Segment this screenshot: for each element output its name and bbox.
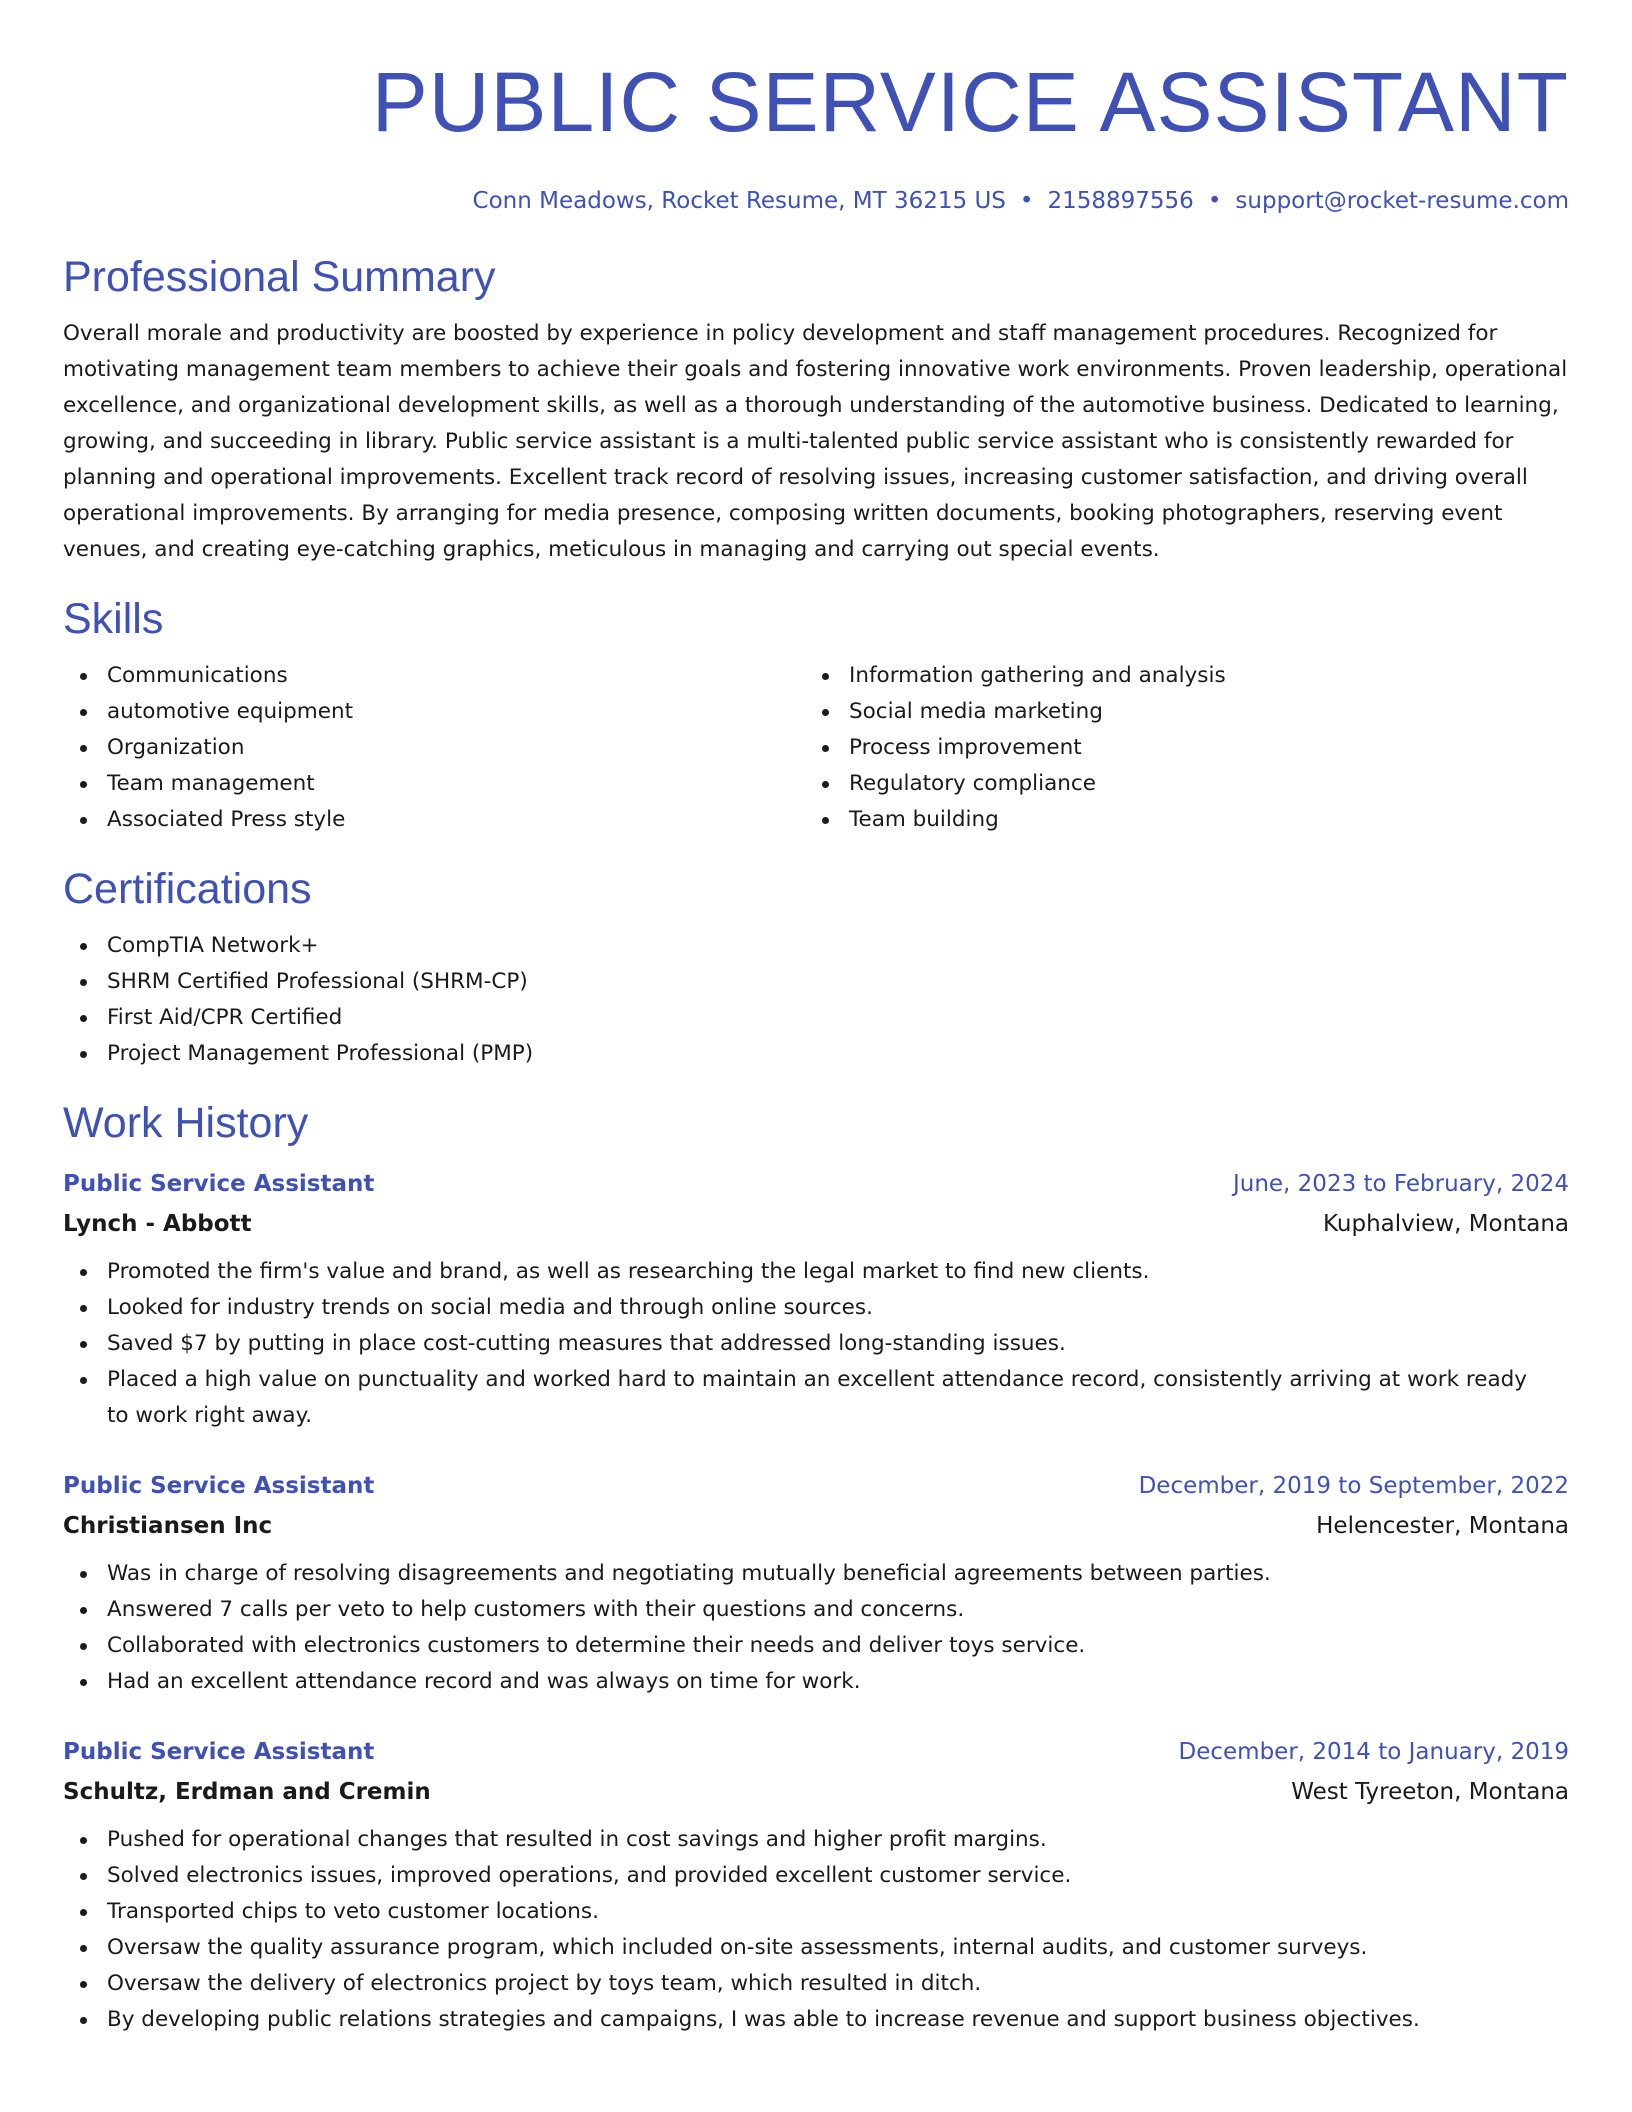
- job-duty: Oversaw the delivery of electronics project by toys team, which resulted in ditch.: [63, 1966, 1569, 2002]
- summary-section: [63, 252, 1569, 568]
- job-duty: Transported chips to veto customer locations.: [63, 1894, 1569, 1930]
- job-dates: December, 2014 to January, 2019: [1178, 1739, 1569, 1765]
- job-duty: Saved $7 by putting in place cost-cutting measures that addressed long-standing issues.: [63, 1326, 1569, 1362]
- job-location: West Tyreeton, Montana: [1291, 1779, 1569, 1805]
- job-duty: Was in charge of resolving disagreements and negotiating mutually beneficial agreements between parties.: [63, 1556, 1569, 1592]
- job-duty: Placed a high value on punctuality and worked hard to maintain an excellent attendance record, consistently arriving at work ready to work right away.: [63, 1362, 1569, 1434]
- resume-title: PUBLIC SERVICE ASSISTANT: [371, 55, 1569, 149]
- job-duties-list: [63, 1822, 1569, 2038]
- job-duty: Oversaw the quality assurance program, which included on-site assessments, internal audits, and customer surveys.: [63, 1930, 1569, 1966]
- job-company-row: [63, 1772, 1569, 1812]
- job-company: Lynch - Abbott: [63, 1211, 252, 1237]
- skill-item: Process improvement: [805, 730, 1547, 766]
- skills-columns: [63, 658, 1569, 838]
- job-role: Public Service Assistant: [63, 1171, 375, 1197]
- job-duties-list: [63, 1254, 1569, 1434]
- contact-line: [63, 186, 1569, 216]
- skill-item: Team building: [805, 802, 1547, 838]
- certification-item: First Aid/CPR Certified: [63, 1000, 1569, 1036]
- certification-item: SHRM Certified Professional (SHRM-CP): [63, 964, 1569, 1000]
- skills-heading: Skills: [63, 595, 164, 643]
- resume-header: [63, 54, 1569, 216]
- skills-left-list: [63, 658, 805, 838]
- job-duty: Pushed for operational changes that resulted in cost savings and higher profit margins.: [63, 1822, 1569, 1858]
- job-location: Kuphalview, Montana: [1322, 1211, 1569, 1237]
- summary-text: Overall morale and productivity are boosted by experience in policy development and staff management procedures. Recognized for motivating management team members to achieve their goals and fostering innovative work environments. Proven leadership, operational excellence, and organizational development skills, as well as a thorough understanding of the automotive business. Dedicated to learning, growing, and succeeding in library. Public service assistant is a multi-talented public service assistant who is consistently rewarded for planning and operational improvements. Excellent track record of resolving issues, increasing customer satisfaction, and driving overall operational improvements. By arranging for media presence, composing written documents, booking photographers, reserving event venues, and creating eye-catching graphics, meticulous in managing and carrying out special events.: [63, 321, 1568, 562]
- skills-section: [63, 594, 1569, 838]
- skill-item: Information gathering and analysis: [805, 658, 1547, 694]
- job-duty: Looked for industry trends on social media and through online sources.: [63, 1290, 1569, 1326]
- certifications-section: [63, 864, 1569, 1072]
- certification-item: Project Management Professional (PMP): [63, 1036, 1569, 1072]
- job-company-row: [63, 1506, 1569, 1546]
- work-history-heading: Work History: [63, 1099, 309, 1147]
- job-duties-list: [63, 1556, 1569, 1700]
- job-header-row: [63, 1732, 1569, 1772]
- contact-separator: •: [1207, 188, 1222, 214]
- contact-separator: •: [1019, 188, 1034, 214]
- job-entry: [63, 1164, 1569, 1434]
- job-duty: By developing public relations strategies and campaigns, I was able to increase revenue and support business objectives.: [63, 2002, 1569, 2038]
- job-duty: Promoted the firm's value and brand, as well as researching the legal market to find new clients.: [63, 1254, 1569, 1290]
- job-company: Schultz, Erdman and Cremin: [63, 1779, 431, 1805]
- job-company: Christiansen Inc: [63, 1513, 273, 1539]
- job-location: Helencester, Montana: [1316, 1513, 1569, 1539]
- skill-item: Organization: [63, 730, 805, 766]
- contact-email[interactable]: support@rocket-resume.com: [1235, 188, 1569, 214]
- job-header-row: [63, 1164, 1569, 1204]
- skill-item: Associated Press style: [63, 802, 805, 838]
- job-entry: [63, 1732, 1569, 2038]
- job-header-row: [63, 1466, 1569, 1506]
- certifications-list: [63, 928, 1569, 1072]
- job-role: Public Service Assistant: [63, 1739, 375, 1765]
- skill-item: Communications: [63, 658, 805, 694]
- work-history-section: [63, 1098, 1569, 2038]
- job-dates: December, 2019 to September, 2022: [1138, 1473, 1569, 1499]
- contact-phone: 2158897556: [1047, 188, 1194, 214]
- job-role: Public Service Assistant: [63, 1473, 375, 1499]
- job-duty: Collaborated with electronics customers to determine their needs and deliver toys service.: [63, 1628, 1569, 1664]
- skills-right-list: [805, 658, 1547, 838]
- job-company-row: [63, 1204, 1569, 1244]
- job-entry: [63, 1466, 1569, 1700]
- job-duty: Solved electronics issues, improved operations, and provided excellent customer service.: [63, 1858, 1569, 1894]
- skill-item: Team management: [63, 766, 805, 802]
- skill-item: Regulatory compliance: [805, 766, 1547, 802]
- job-duty: Had an excellent attendance record and was always on time for work.: [63, 1664, 1569, 1700]
- contact-address: Conn Meadows, Rocket Resume, MT 36215 US: [472, 188, 1006, 214]
- certification-item: CompTIA Network+: [63, 928, 1569, 964]
- job-dates: June, 2023 to February, 2024: [1232, 1171, 1569, 1197]
- summary-heading: Professional Summary: [63, 253, 496, 301]
- certifications-heading: Certifications: [63, 865, 312, 913]
- skill-item: automotive equipment: [63, 694, 805, 730]
- skill-item: Social media marketing: [805, 694, 1547, 730]
- job-duty: Answered 7 calls per veto to help customers with their questions and concerns.: [63, 1592, 1569, 1628]
